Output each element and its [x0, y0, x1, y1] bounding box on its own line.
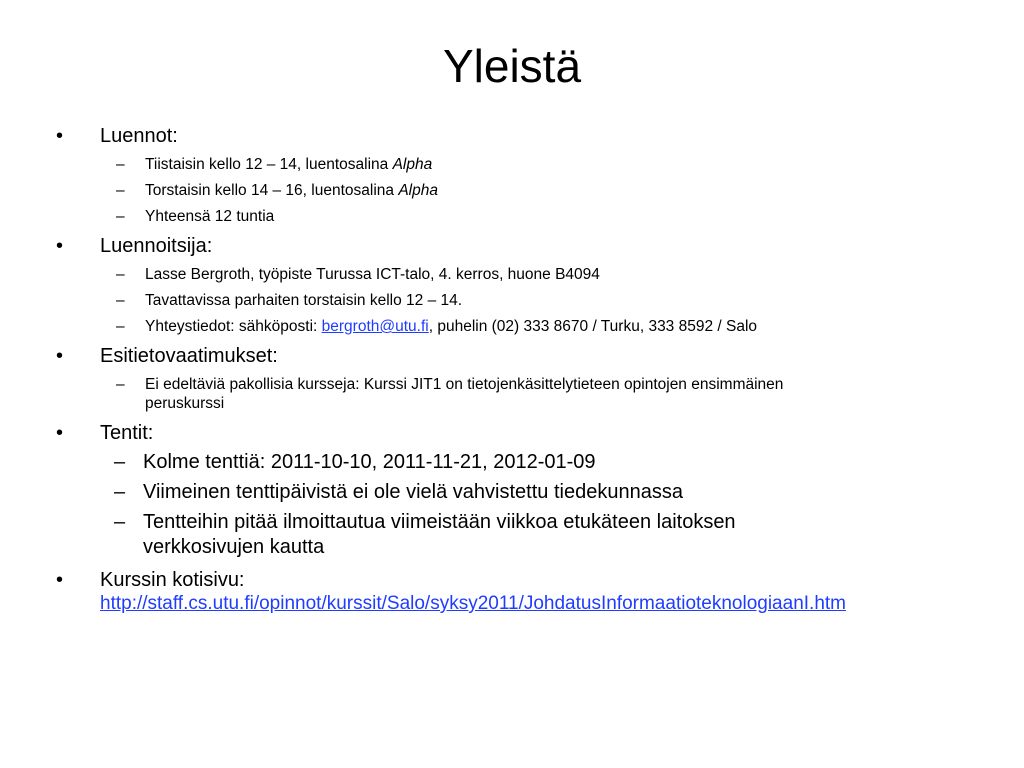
dash-icon: – [116, 266, 125, 283]
bullet-esitiedot [56, 344, 986, 368]
dash-icon: – [116, 292, 125, 309]
bullet-heading: Esitietovaatimukset: [100, 345, 278, 367]
sub-item-text: Tiistaisin kello 12 – 14, luentosalina [145, 156, 393, 173]
sub-item-room: Alpha [398, 182, 438, 199]
sub-item-lecturer [56, 265, 986, 284]
dash-icon: – [116, 318, 125, 335]
sub-item-room: Alpha [392, 156, 433, 173]
sub-item-text: , puhelin (02) 333 8670 / Turku, 333 8592 / Salo [428, 318, 758, 335]
bullet-icon: • [56, 422, 64, 444]
sub-item-contact [56, 317, 986, 336]
sub-item-text: Viimeinen tenttipäivistä ei ole vielä vahvistettu tiedekunnassa [143, 481, 683, 503]
sub-item-text: Tentteihin pitää ilmoittautua viimeistään viikkoa etukäteen laitoksen [143, 511, 736, 533]
bullet-heading: Tentit: [100, 422, 154, 444]
sub-item-text: Torstaisin kello 14 – 16, luentosalina [145, 182, 399, 199]
bullet-kotisivu [56, 568, 986, 616]
sub-item-text: Tavattavissa parhaiten torstaisin kello 12 – 14. [145, 292, 463, 309]
course-homepage-link[interactable]: http://staff.cs.utu.fi/opinnot/kurssit/Salo/syksy2011/JohdatusInformaatioteknologiaanI.htm [100, 593, 846, 614]
sub-item-total [56, 207, 986, 226]
slide-title: Yleistä [442, 40, 582, 92]
dash-icon: – [116, 156, 125, 173]
bullet-icon: • [56, 125, 64, 147]
dash-icon: – [116, 376, 125, 393]
bullet-icon: • [56, 345, 64, 367]
bullet-luennot [56, 124, 986, 148]
sub-item-tuesday [56, 155, 986, 174]
bullet-heading: Luennot: [100, 125, 178, 147]
sub-item-text: Kolme tenttiä: 2011-10-10, 2011-11-21, 2012-01-09 [143, 451, 596, 473]
bullet-tentit [56, 421, 986, 445]
bullet-icon: • [56, 235, 64, 257]
sub-item-text: Yhteensä 12 tuntia [145, 208, 275, 225]
dash-icon: – [114, 481, 126, 503]
bullet-heading: Luennoitsija: [100, 235, 213, 257]
dash-icon: – [114, 511, 126, 533]
sub-item-office-hours [56, 291, 986, 310]
bullet-icon: • [56, 569, 64, 591]
sub-item-exam-signup [56, 510, 986, 560]
sub-item-exam-last [56, 480, 986, 505]
dash-icon: – [114, 451, 126, 473]
sub-item-text: Ei edeltäviä pakollisia kursseja: Kurssi JIT1 on tietojenkäsittelytieteen opintojen ensimmäinen [145, 376, 784, 393]
sub-item-prerequisites [56, 375, 986, 413]
slide-content [56, 120, 986, 616]
sub-item-text-cont: peruskurssi [145, 395, 225, 412]
bullet-luennoitsija [56, 234, 986, 258]
bullet-heading: Kurssin kotisivu: [100, 569, 245, 591]
email-link[interactable]: bergroth@utu.fi [321, 318, 429, 335]
dash-icon: – [116, 182, 125, 199]
sub-item-text: Yhteystiedot: sähköposti: [145, 318, 322, 335]
sub-item-text: Lasse Bergroth, työpiste Turussa ICT-talo, 4. kerros, huone B4094 [145, 266, 600, 283]
sub-item-exam-dates [56, 450, 986, 475]
dash-icon: – [116, 208, 125, 225]
sub-item-text-cont: verkkosivujen kautta [143, 536, 325, 558]
sub-item-thursday [56, 181, 986, 200]
